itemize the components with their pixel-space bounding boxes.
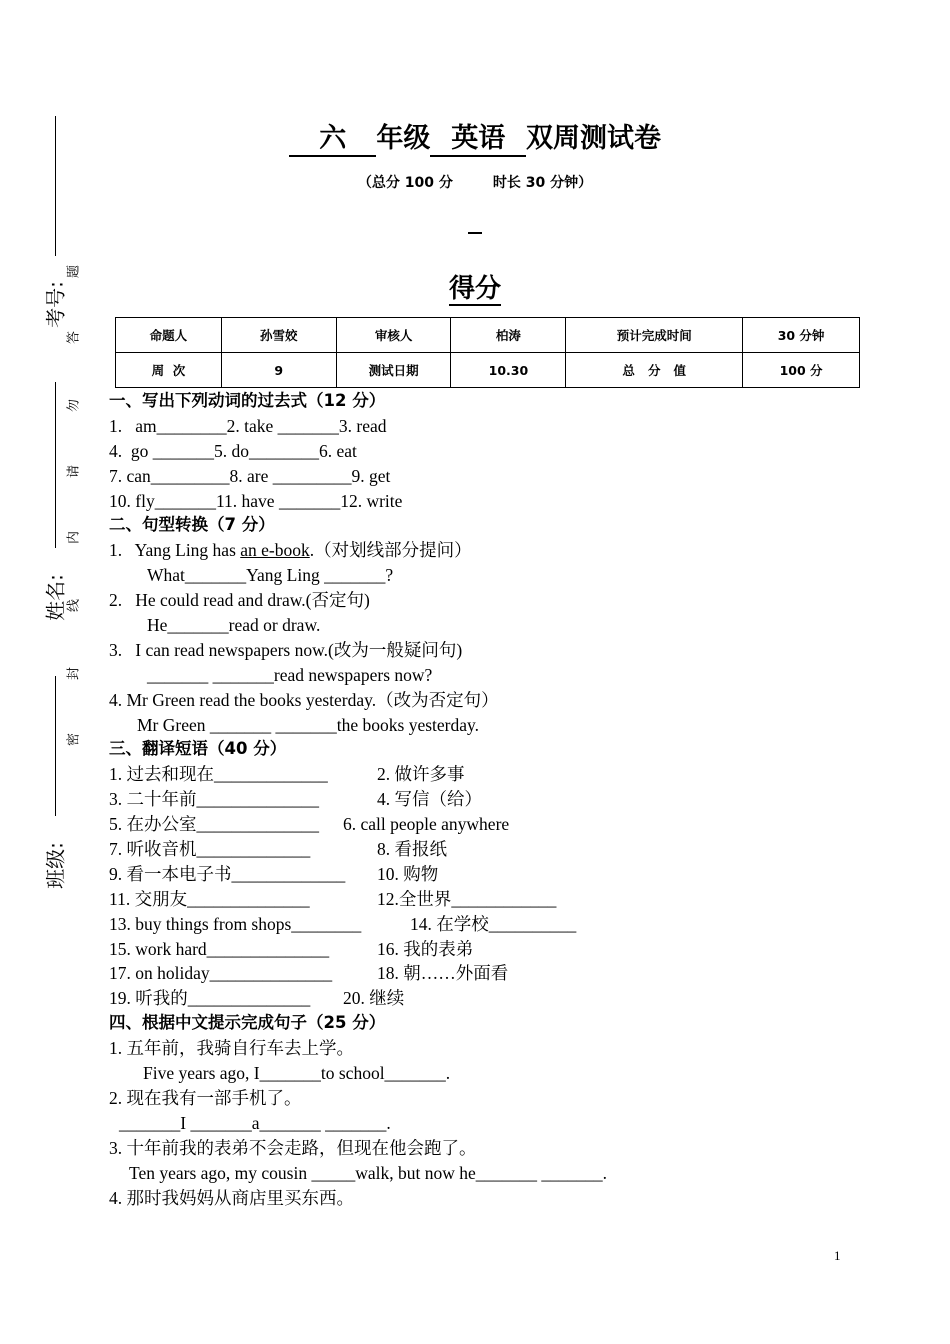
section-4-answer: Five years ago, I_______to school_______.	[143, 1063, 451, 1084]
section-2-answer: Mr Green _______ _______the books yesterday.	[137, 714, 479, 735]
section-1-line: 1. am________2. take _______3. read	[109, 415, 387, 436]
section-2-title: 二、句型转换（7 分）	[109, 515, 275, 535]
section-1-line: 10. fly_______11. have _______12. write	[109, 490, 403, 511]
section-2-question: 4. Mr Green read the books yesterday.（改为否定句）	[109, 689, 499, 710]
score-heading	[0, 268, 950, 305]
section-3-row	[109, 862, 909, 887]
section-4-answer: Ten years ago, my cousin _____walk, but now he_______ _______.	[129, 1162, 608, 1183]
seal-char: 密	[66, 733, 82, 747]
table-cell: 孙雪姣	[221, 318, 336, 353]
section-3-row	[109, 887, 909, 912]
title-exam-name: 双周测试卷	[526, 123, 662, 154]
title-grade: 六	[319, 123, 347, 154]
phrase-item: 3. 二十年前______________	[109, 789, 319, 810]
section-4-answer: _______I _______a_______ _______.	[119, 1112, 391, 1133]
phrase-item: 7. 听收音机_____________	[109, 839, 311, 860]
phrase-item: 18. 朝……外面看	[377, 963, 509, 984]
phrase-item: 17. on holiday______________	[109, 963, 333, 984]
exam-content	[109, 389, 909, 1210]
phrase-item: 8. 看报纸	[377, 839, 447, 860]
table-cell: 30 分钟	[743, 318, 860, 353]
section-4-prompt: 3. 十年前我的表弟不会走路，但现在他会跑了。	[109, 1137, 477, 1158]
table-cell: 审核人	[336, 318, 451, 353]
section-2-question	[109, 538, 909, 563]
section-3-row	[109, 912, 909, 937]
phrase-item: 13. buy things from shops________	[109, 913, 362, 934]
section-3-row	[109, 787, 909, 812]
section-3-row	[109, 961, 909, 986]
phrase-item: 20. 继续	[343, 988, 405, 1009]
table-row	[116, 353, 860, 388]
title-dash	[468, 232, 482, 234]
info-table	[115, 317, 860, 388]
phrase-item: 5. 在办公室______________	[109, 814, 319, 835]
margin-line-middle	[55, 382, 56, 548]
title-grade-blank	[289, 116, 376, 157]
table-cell: 命题人	[116, 318, 222, 353]
subtitle-time: 时长 30 分钟）	[492, 175, 593, 191]
title-subject-blank	[430, 116, 526, 157]
margin-line-bottom	[55, 676, 56, 816]
phrase-item: 12.全世界____________	[377, 888, 557, 909]
section-3-row	[109, 812, 909, 837]
section-2-question: 2. He could read and draw.(否定句)	[109, 590, 370, 611]
section-4-prompt: 2. 现在我有一部手机了。	[109, 1087, 302, 1108]
section-3-row	[109, 937, 909, 962]
seal-char: 题	[66, 265, 82, 279]
subtitle-total: （总分 100 分	[357, 175, 453, 191]
exam-no-label: 考号:	[43, 281, 68, 328]
table-cell: 预计完成时间	[566, 318, 743, 353]
phrase-item: 2. 做许多事	[377, 764, 465, 785]
table-cell: 100 分	[743, 353, 860, 388]
phrase-item: 15. work hard______________	[109, 938, 330, 959]
exam-title	[0, 116, 950, 157]
section-1-title: 一、写出下列动词的过去式（12 分）	[109, 391, 386, 410]
phrase-item: 16. 我的表弟	[377, 938, 474, 959]
seal-char: 勿	[66, 399, 82, 413]
section-3-row	[109, 986, 909, 1011]
section-3-row	[109, 762, 909, 787]
name-label: 姓名:	[43, 574, 68, 621]
score-label: 得分	[448, 274, 501, 304]
table-cell: 柏涛	[451, 318, 566, 353]
section-2-question: 3. I can read newspapers now.(改为一般疑问句)	[109, 639, 463, 660]
phrase-item: 4. 写信（给）	[377, 789, 482, 810]
section-3-row	[109, 837, 909, 862]
phrase-item: 14. 在学校__________	[410, 913, 577, 934]
section-4-prompt: 4. 那时我妈妈从商店里买东西。	[109, 1187, 354, 1208]
q1-text: 1. Yang Ling has	[109, 540, 241, 561]
seal-char: 请	[66, 465, 82, 479]
seal-char: 内	[66, 531, 82, 545]
phrase-item: 9. 看一本电子书_____________	[109, 863, 346, 884]
section-1-line: 4. go _______5. do________6. eat	[109, 440, 357, 461]
table-cell: 测试日期	[336, 353, 451, 388]
seal-char: 封	[66, 667, 82, 681]
table-cell: 周 次	[116, 353, 222, 388]
section-1-line: 7. can_________8. are _________9. get	[109, 465, 391, 486]
table-cell: 10.30	[451, 353, 566, 388]
phrase-item: 19. 听我的______________	[109, 988, 311, 1009]
q1-instruction: .（对划线部分提问）	[309, 540, 472, 561]
phrase-item: 6. call people anywhere	[343, 814, 510, 835]
title-subject: 英语	[451, 123, 506, 154]
section-4-prompt: 1. 五年前，我骑自行车去上学。	[109, 1038, 354, 1059]
phrase-item: 1. 过去和现在_____________	[109, 764, 328, 785]
exam-subtitle	[0, 172, 950, 192]
seal-char: 线	[66, 599, 82, 613]
section-2-answer: What_______Yang Ling _______?	[147, 565, 394, 586]
table-cell: 总 分 值	[566, 353, 743, 388]
page-number: 1	[834, 1248, 841, 1263]
section-4-title: 四、根据中文提示完成句子（25 分）	[109, 1013, 386, 1033]
table-cell: 9	[221, 353, 336, 388]
section-2-answer: _______ _______read newspapers now?	[147, 664, 433, 685]
title-grade-suffix: 年级	[376, 123, 431, 154]
class-label: 班级:	[43, 842, 68, 889]
table-row	[116, 318, 860, 353]
section-3-title: 三、翻译短语（40 分）	[109, 739, 287, 759]
phrase-item: 11. 交朋友______________	[109, 888, 310, 909]
phrase-item: 10. 购物	[377, 863, 439, 884]
seal-char: 答	[66, 331, 82, 345]
section-2-answer: He_______read or draw.	[147, 615, 321, 636]
q1-underlined: an e-book	[240, 540, 310, 561]
